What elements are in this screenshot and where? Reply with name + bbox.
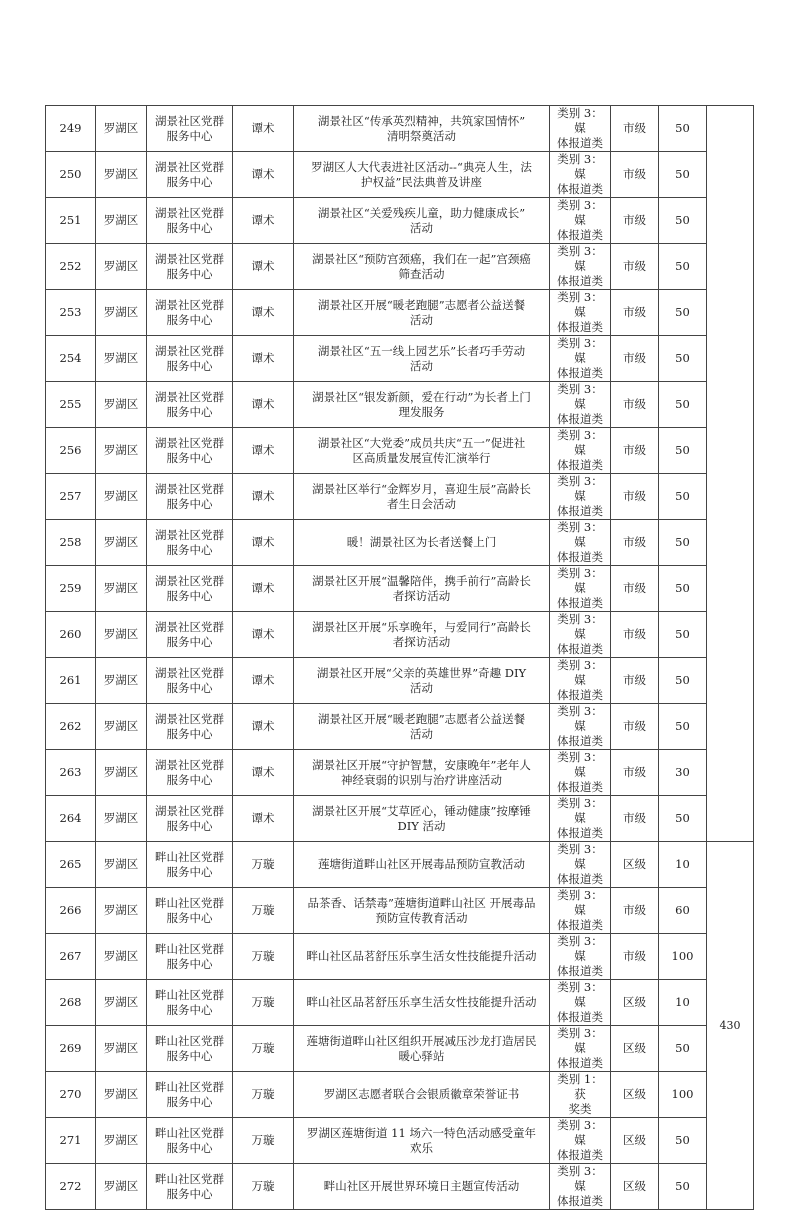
row-number: 271	[46, 1118, 96, 1164]
organization-cell: 畔山社区党群 服务中心	[147, 1118, 233, 1164]
person-cell: 万璇	[233, 842, 294, 888]
category-cell: 类别 3：媒 体报道类	[550, 750, 611, 796]
organization-cell: 畔山社区党群 服务中心	[147, 1026, 233, 1072]
level-cell: 市级	[611, 520, 659, 566]
table-row	[46, 198, 754, 244]
table-row	[46, 888, 754, 934]
score-cell: 10	[659, 980, 707, 1026]
organization-cell: 畔山社区党群 服务中心	[147, 1164, 233, 1210]
row-number: 258	[46, 520, 96, 566]
level-cell: 市级	[611, 796, 659, 842]
organization-cell: 畔山社区党群 服务中心	[147, 934, 233, 980]
table-row	[46, 934, 754, 980]
category-cell: 类别 3：媒 体报道类	[550, 474, 611, 520]
activity-title-cell: 湖景社区“预防宫颈癌，我们在一起”宫颈癌 筛查活动	[294, 244, 550, 290]
level-cell: 区级	[611, 980, 659, 1026]
category-cell: 类别 3：媒 体报道类	[550, 796, 611, 842]
organization-cell: 湖景社区党群 服务中心	[147, 198, 233, 244]
person-cell: 万璇	[233, 980, 294, 1026]
row-number: 268	[46, 980, 96, 1026]
row-number: 259	[46, 566, 96, 612]
score-cell: 50	[659, 612, 707, 658]
table-row	[46, 980, 754, 1026]
level-cell: 市级	[611, 290, 659, 336]
level-cell: 市级	[611, 244, 659, 290]
table-row	[46, 336, 754, 382]
score-cell: 100	[659, 934, 707, 980]
activity-title-cell: 湖景社区开展“父亲的英雄世界”奇趣 DIY 活动	[294, 658, 550, 704]
row-number: 250	[46, 152, 96, 198]
table-row	[46, 290, 754, 336]
person-cell: 万璇	[233, 888, 294, 934]
organization-cell: 畔山社区党群 服务中心	[147, 888, 233, 934]
organization-cell: 畔山社区党群 服务中心	[147, 1072, 233, 1118]
score-cell: 50	[659, 1026, 707, 1072]
score-cell: 50	[659, 152, 707, 198]
district-cell: 罗湖区	[96, 244, 147, 290]
row-number: 261	[46, 658, 96, 704]
level-cell: 市级	[611, 474, 659, 520]
category-cell: 类别 3：媒 体报道类	[550, 382, 611, 428]
activity-title-cell: 品茶香、话禁毒”莲塘街道畔山社区 开展毒品 预防宣传教育活动	[294, 888, 550, 934]
organization-cell: 湖景社区党群 服务中心	[147, 566, 233, 612]
row-number: 256	[46, 428, 96, 474]
category-cell: 类别 3：媒 体报道类	[550, 1164, 611, 1210]
category-cell: 类别 3：媒 体报道类	[550, 612, 611, 658]
district-cell: 罗湖区	[96, 1164, 147, 1210]
level-cell: 区级	[611, 1164, 659, 1210]
person-cell: 谭术	[233, 520, 294, 566]
activity-title-cell: 湖景社区开展“艾草匠心，锤动健康”按摩锤 DIY 活动	[294, 796, 550, 842]
activity-title-cell: 湖景社区开展“暖老跑腿”志愿者公益送餐 活动	[294, 290, 550, 336]
level-cell: 市级	[611, 428, 659, 474]
score-cell: 50	[659, 566, 707, 612]
category-cell: 类别 3：媒 体报道类	[550, 106, 611, 152]
level-cell: 区级	[611, 842, 659, 888]
person-cell: 万璇	[233, 1164, 294, 1210]
category-cell: 类别 3：媒 体报道类	[550, 336, 611, 382]
score-cell: 60	[659, 888, 707, 934]
score-cell: 50	[659, 106, 707, 152]
organization-cell: 湖景社区党群 服务中心	[147, 796, 233, 842]
activity-title-cell: 湖景社区举行“金辉岁月，喜迎生辰”高龄长 者生日会活动	[294, 474, 550, 520]
category-cell: 类别 3：媒 体报道类	[550, 888, 611, 934]
table-body	[46, 106, 754, 1210]
district-cell: 罗湖区	[96, 1026, 147, 1072]
organization-cell: 湖景社区党群 服务中心	[147, 290, 233, 336]
district-cell: 罗湖区	[96, 1118, 147, 1164]
row-number: 251	[46, 198, 96, 244]
district-cell: 罗湖区	[96, 336, 147, 382]
person-cell: 谭术	[233, 152, 294, 198]
person-cell: 谭术	[233, 474, 294, 520]
table-row	[46, 474, 754, 520]
person-cell: 谭术	[233, 658, 294, 704]
person-cell: 谭术	[233, 704, 294, 750]
organization-cell: 湖景社区党群 服务中心	[147, 612, 233, 658]
person-cell: 万璇	[233, 1072, 294, 1118]
organization-cell: 湖景社区党群 服务中心	[147, 106, 233, 152]
score-cell: 50	[659, 658, 707, 704]
table-row	[46, 1072, 754, 1118]
person-cell: 谭术	[233, 750, 294, 796]
activity-title-cell: 湖景社区开展“守护智慧，安康晚年”老年人 神经衰弱的识别与治疗讲座活动	[294, 750, 550, 796]
person-cell: 万璇	[233, 1118, 294, 1164]
row-number: 255	[46, 382, 96, 428]
category-cell: 类别 3：媒 体报道类	[550, 658, 611, 704]
row-number: 257	[46, 474, 96, 520]
level-cell: 市级	[611, 612, 659, 658]
row-number: 269	[46, 1026, 96, 1072]
level-cell: 市级	[611, 750, 659, 796]
person-cell: 万璇	[233, 934, 294, 980]
level-cell: 市级	[611, 888, 659, 934]
level-cell: 市级	[611, 152, 659, 198]
organization-cell: 湖景社区党群 服务中心	[147, 428, 233, 474]
group-total-cell: 430	[707, 842, 754, 1210]
organization-cell: 湖景社区党群 服务中心	[147, 474, 233, 520]
person-cell: 谭术	[233, 428, 294, 474]
category-cell: 类别 3：媒 体报道类	[550, 934, 611, 980]
category-cell: 类别 3：媒 体报道类	[550, 244, 611, 290]
group-total-cell	[707, 106, 754, 842]
level-cell: 市级	[611, 704, 659, 750]
score-cell: 50	[659, 474, 707, 520]
score-cell: 50	[659, 1118, 707, 1164]
activity-title-cell: 莲塘街道畔山社区组织开展减压沙龙打造居民 暖心驿站	[294, 1026, 550, 1072]
score-cell: 50	[659, 336, 707, 382]
row-number: 253	[46, 290, 96, 336]
table-row	[46, 382, 754, 428]
table-row	[46, 842, 754, 888]
score-cell: 50	[659, 1164, 707, 1210]
row-number: 265	[46, 842, 96, 888]
activity-title-cell: 湖景社区“大党委”成员共庆“五一”促进社 区高质量发展宣传汇演举行	[294, 428, 550, 474]
level-cell: 市级	[611, 198, 659, 244]
district-cell: 罗湖区	[96, 106, 147, 152]
activity-title-cell: 暖！湖景社区为长者送餐上门	[294, 520, 550, 566]
level-cell: 市级	[611, 382, 659, 428]
activity-title-cell: 莲塘街道畔山社区开展毒品预防宣教活动	[294, 842, 550, 888]
organization-cell: 畔山社区党群 服务中心	[147, 842, 233, 888]
district-cell: 罗湖区	[96, 612, 147, 658]
row-number: 249	[46, 106, 96, 152]
person-cell: 谭术	[233, 566, 294, 612]
organization-cell: 湖景社区党群 服务中心	[147, 750, 233, 796]
score-cell: 50	[659, 520, 707, 566]
row-number: 262	[46, 704, 96, 750]
table-row	[46, 106, 754, 152]
level-cell: 区级	[611, 1026, 659, 1072]
score-cell: 10	[659, 842, 707, 888]
district-cell: 罗湖区	[96, 1072, 147, 1118]
level-cell: 市级	[611, 658, 659, 704]
category-cell: 类别 3：媒 体报道类	[550, 290, 611, 336]
score-cell: 50	[659, 382, 707, 428]
score-cell: 30	[659, 750, 707, 796]
district-cell: 罗湖区	[96, 290, 147, 336]
level-cell: 区级	[611, 1118, 659, 1164]
activity-title-cell: 湖景社区“银发新颜，爱在行动”为长者上门 理发服务	[294, 382, 550, 428]
category-cell: 类别 3：媒 体报道类	[550, 980, 611, 1026]
category-cell: 类别 3：媒 体报道类	[550, 520, 611, 566]
table-row	[46, 1026, 754, 1072]
score-cell: 50	[659, 704, 707, 750]
person-cell: 谭术	[233, 198, 294, 244]
activity-title-cell: 畔山社区品茗舒压乐享生活女性技能提升活动	[294, 980, 550, 1026]
activity-title-cell: 畔山社区开展世界环境日主题宣传活动	[294, 1164, 550, 1210]
row-number: 252	[46, 244, 96, 290]
district-cell: 罗湖区	[96, 934, 147, 980]
category-cell: 类别 3：媒 体报道类	[550, 152, 611, 198]
district-cell: 罗湖区	[96, 750, 147, 796]
row-number: 264	[46, 796, 96, 842]
district-cell: 罗湖区	[96, 382, 147, 428]
district-cell: 罗湖区	[96, 474, 147, 520]
organization-cell: 湖景社区党群 服务中心	[147, 658, 233, 704]
person-cell: 谭术	[233, 796, 294, 842]
row-number: 267	[46, 934, 96, 980]
organization-cell: 湖景社区党群 服务中心	[147, 382, 233, 428]
district-cell: 罗湖区	[96, 152, 147, 198]
category-cell: 类别 3：媒 体报道类	[550, 1118, 611, 1164]
activity-title-cell: 湖景社区开展“乐享晚年，与爱同行”高龄长 者探访活动	[294, 612, 550, 658]
table-row	[46, 428, 754, 474]
person-cell: 谭术	[233, 106, 294, 152]
table-row	[46, 796, 754, 842]
level-cell: 市级	[611, 566, 659, 612]
district-cell: 罗湖区	[96, 658, 147, 704]
activity-title-cell: 湖景社区“传承英烈精神，共筑家国情怀” 清明祭奠活动	[294, 106, 550, 152]
district-cell: 罗湖区	[96, 566, 147, 612]
organization-cell: 湖景社区党群 服务中心	[147, 520, 233, 566]
organization-cell: 湖景社区党群 服务中心	[147, 336, 233, 382]
category-cell: 类别 3：媒 体报道类	[550, 198, 611, 244]
level-cell: 市级	[611, 934, 659, 980]
activity-title-cell: 湖景社区开展“温馨陪伴，携手前行”高龄长 者探访活动	[294, 566, 550, 612]
district-cell: 罗湖区	[96, 796, 147, 842]
table-row	[46, 244, 754, 290]
district-cell: 罗湖区	[96, 842, 147, 888]
organization-cell: 湖景社区党群 服务中心	[147, 152, 233, 198]
activity-title-cell: 罗湖区人大代表进社区活动--“典亮人生，法 护权益”民法典普及讲座	[294, 152, 550, 198]
score-cell: 50	[659, 796, 707, 842]
district-cell: 罗湖区	[96, 980, 147, 1026]
records-table	[45, 105, 754, 1210]
category-cell: 类别 3：媒 体报道类	[550, 428, 611, 474]
activity-title-cell: 湖景社区开展“暖老跑腿”志愿者公益送餐 活动	[294, 704, 550, 750]
category-cell: 类别 1：获 奖类	[550, 1072, 611, 1118]
level-cell: 区级	[611, 1072, 659, 1118]
district-cell: 罗湖区	[96, 704, 147, 750]
score-cell: 50	[659, 198, 707, 244]
row-number: 254	[46, 336, 96, 382]
organization-cell: 畔山社区党群 服务中心	[147, 980, 233, 1026]
table-row	[46, 704, 754, 750]
table-row	[46, 750, 754, 796]
district-cell: 罗湖区	[96, 198, 147, 244]
person-cell: 谭术	[233, 244, 294, 290]
row-number: 263	[46, 750, 96, 796]
table-row	[46, 520, 754, 566]
row-number: 260	[46, 612, 96, 658]
score-cell: 50	[659, 290, 707, 336]
person-cell: 万璇	[233, 1026, 294, 1072]
activity-title-cell: 罗湖区莲塘街道 11 场六一特色活动感受童年 欢乐	[294, 1118, 550, 1164]
score-cell: 50	[659, 244, 707, 290]
activity-title-cell: 畔山社区品茗舒压乐享生活女性技能提升活动	[294, 934, 550, 980]
level-cell: 市级	[611, 336, 659, 382]
person-cell: 谭术	[233, 290, 294, 336]
organization-cell: 湖景社区党群 服务中心	[147, 244, 233, 290]
category-cell: 类别 3：媒 体报道类	[550, 566, 611, 612]
row-number: 272	[46, 1164, 96, 1210]
table-row	[46, 1118, 754, 1164]
score-cell: 100	[659, 1072, 707, 1118]
level-cell: 市级	[611, 106, 659, 152]
district-cell: 罗湖区	[96, 428, 147, 474]
activity-title-cell: 湖景社区“五一线上园艺乐”长者巧手劳动 活动	[294, 336, 550, 382]
activity-title-cell: 罗湖区志愿者联合会银质徽章荣誉证书	[294, 1072, 550, 1118]
category-cell: 类别 3：媒 体报道类	[550, 842, 611, 888]
organization-cell: 湖景社区党群 服务中心	[147, 704, 233, 750]
person-cell: 谭术	[233, 336, 294, 382]
person-cell: 谭术	[233, 612, 294, 658]
district-cell: 罗湖区	[96, 888, 147, 934]
category-cell: 类别 3：媒 体报道类	[550, 1026, 611, 1072]
table-row	[46, 152, 754, 198]
table-row	[46, 658, 754, 704]
row-number: 270	[46, 1072, 96, 1118]
table-row	[46, 612, 754, 658]
person-cell: 谭术	[233, 382, 294, 428]
district-cell: 罗湖区	[96, 520, 147, 566]
activity-title-cell: 湖景社区“关爱残疾儿童，助力健康成长” 活动	[294, 198, 550, 244]
table-row	[46, 566, 754, 612]
score-cell: 50	[659, 428, 707, 474]
category-cell: 类别 3：媒 体报道类	[550, 704, 611, 750]
table-row	[46, 1164, 754, 1210]
row-number: 266	[46, 888, 96, 934]
